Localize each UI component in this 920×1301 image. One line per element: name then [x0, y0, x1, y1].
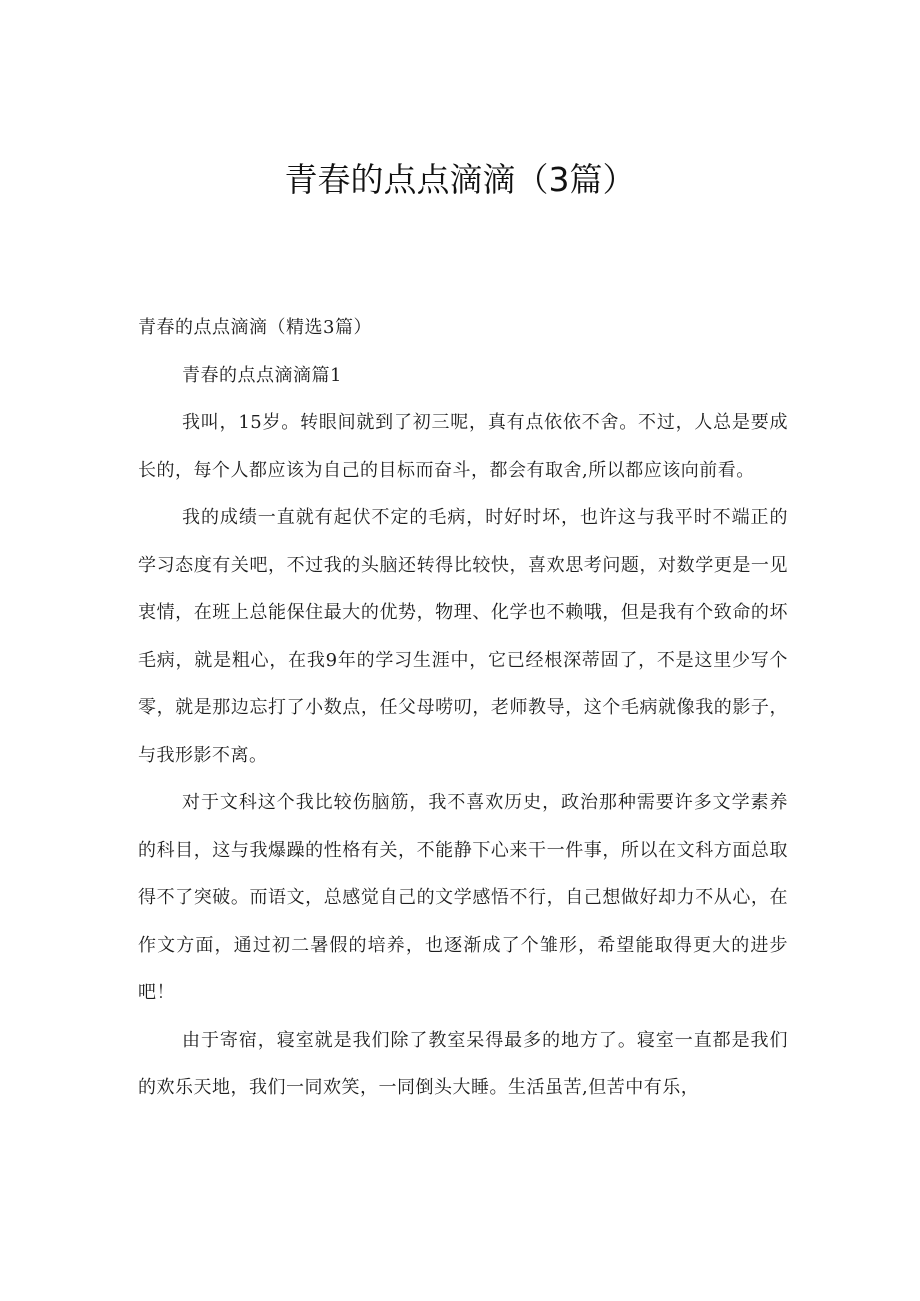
section-heading: 青春的点点滴滴篇1 — [182, 364, 342, 386]
paragraph-4: 由于寄宿，寝室就是我们除了教室呆得最多的地方了。寝室一直都是我们的欢乐天地，我们一同欢笑，一同倒头大睡。生活虽苦,但苦中有乐， — [138, 1029, 788, 1098]
document-body — [138, 304, 788, 1112]
document-subtitle: 青春的点点滴滴（精选3篇） — [138, 317, 372, 338]
paragraph-1: 我叫，15岁。转眼间就到了初三呢，真有点依依不舍。不过，人总是要成长的，每个人都应该为自己的目标而奋斗，都会有取舍,所以都应该向前看。 — [138, 412, 788, 481]
paragraph-2: 我的成绩一直就有起伏不定的毛病，时好时坏，也许这与我平时不端正的学习态度有关吧，不过我的头脑还转得比较快，喜欢思考问题，对数学更是一见衷情，在班上总能保住最大的优势，物理、化学也不赖哦，但是我有个致命的坏毛病，就是粗心，在我9年的学习生涯中，它已经根深蒂固了，不是这里少写个零，就是那边忘打了小数点，任父母唠叨，老师教导，这个毛病就像我的影子，与我形影不离。 — [138, 507, 788, 766]
document-title: 青春的点点滴滴（3篇） — [284, 160, 636, 199]
paragraph-3: 对于文科这个我比较伤脑筋，我不喜欢历史，政治那种需要许多文学素养的科目，这与我爆躁的性格有关，不能静下心来干一件事，所以在文科方面总取得不了突破。而语文，总感觉自己的文学感悟不行，自己想做好却力不从心，在作文方面，通过初二暑假的培养，也逐渐成了个雏形，希望能取得更大的进步吧！ — [138, 792, 788, 1003]
